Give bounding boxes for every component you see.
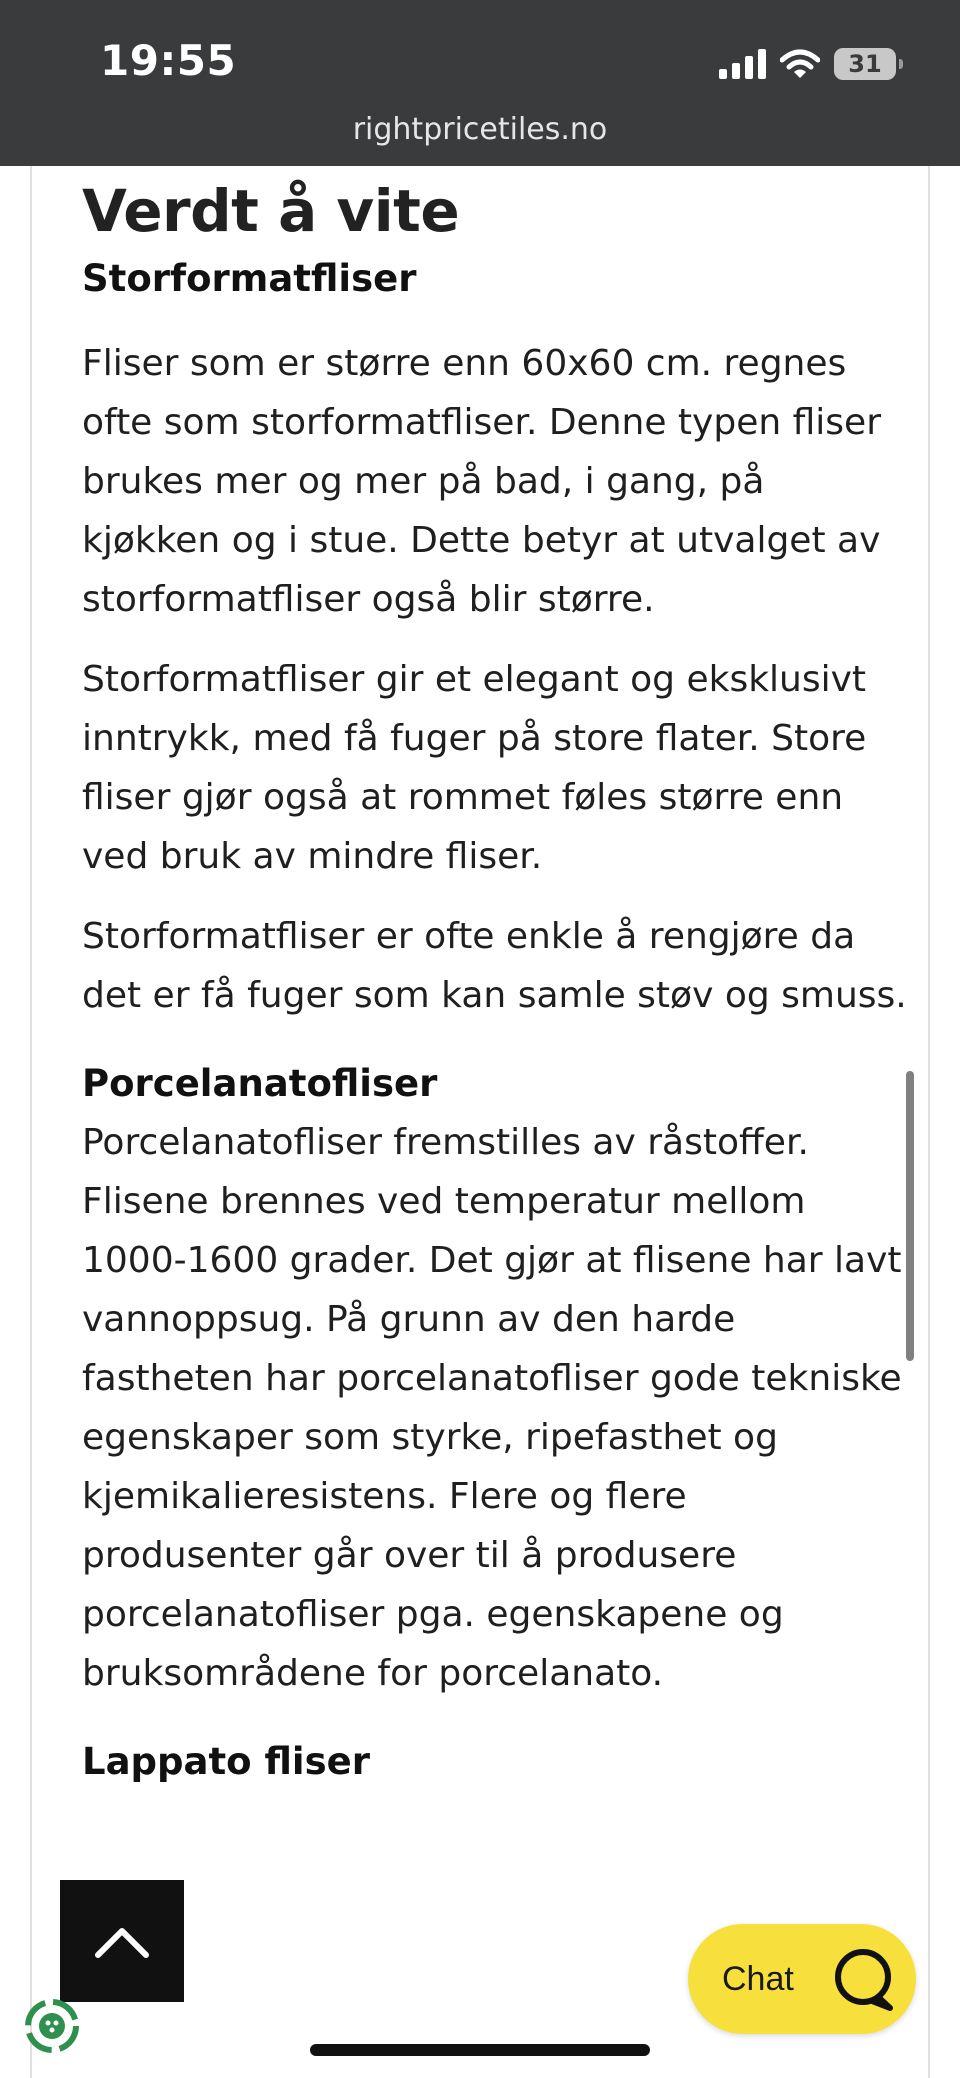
battery-icon: 31 — [834, 48, 896, 80]
status-time: 19:55 — [100, 36, 237, 85]
paragraph: Porcelanatofliser fremstilles av råstoffer. Flisene brennes ved temperatur mellom 1000-1600 grader. Det gjør at flisene har lavt vannoppsug. På grunn av den harde fastheten har porcelanatofliser gode tekniske egenskaper som styrke, ripefasthet og kjemikalieresistens. Flere og flere produsenter går over til å produsere porcelanatofliser pga. egenskapene og bruksområdene for porcelanato. — [82, 1122, 902, 1694]
home-indicator — [310, 2044, 650, 2056]
cellular-signal-icon — [719, 49, 766, 79]
article-body — [82, 176, 912, 1791]
article-content — [30, 166, 930, 2078]
back-to-top-button[interactable] — [60, 1880, 184, 2002]
status-bar — [0, 0, 960, 166]
status-icons — [719, 44, 896, 84]
paragraph: Storformatfliser er ofte enkle å rengjøre da det er få fuger som kan samle støv og smuss. — [82, 916, 907, 1016]
wifi-icon — [780, 48, 820, 80]
chat-button[interactable] — [688, 1924, 916, 2034]
section-title-porcelanatofliser: Porcelanatofliser — [82, 1062, 438, 1105]
scrollbar-thumb[interactable] — [906, 1071, 914, 1361]
chevron-up-icon — [92, 1921, 152, 1961]
chat-bubble-icon — [830, 1946, 896, 2012]
paragraph: Fliser som er større enn 60x60 cm. regnes ofte som storformatfliser. Denne typen fliser brukes mer og mer på bad, i gang, på kjøkken og i stue. Dette betyr at utvalget av storformatfliser også blir større. — [82, 343, 881, 620]
section-title-next: Lappato fliser — [82, 1740, 370, 1783]
section-title-storformatfliser: Storformatfliser — [82, 257, 417, 300]
chat-label: Chat — [722, 1959, 794, 1998]
page-title: Verdt å vite — [82, 177, 460, 245]
paragraph: Storformatfliser gir et elegant og eksklusivt inntrykk, med få fuger på store flater. Store fliser gjør også at rommet føles større enn ved bruk av mindre fliser. — [82, 659, 867, 877]
recycle-icon[interactable] — [18, 1992, 86, 2060]
address-bar-url[interactable]: rightpricetiles.no — [352, 112, 608, 147]
